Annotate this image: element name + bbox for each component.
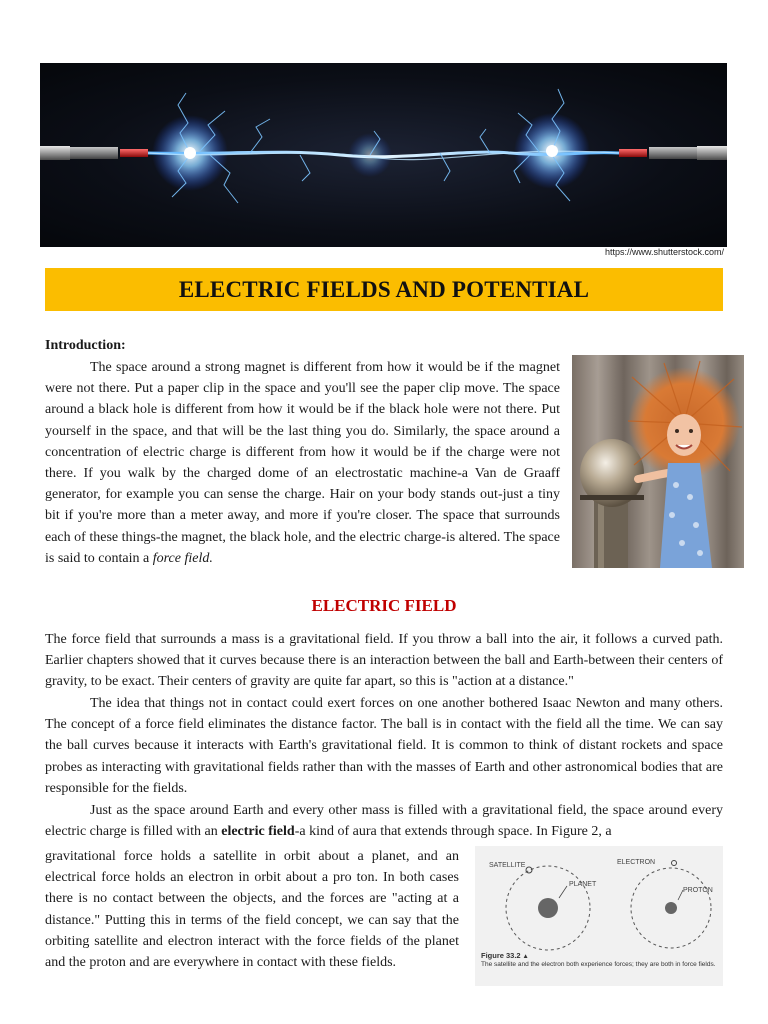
electric-field-paragraph-2: The idea that things not in contact could exert forces on one another bothered Isaac Newton and many others. The concept of a force field eliminates the distance factor. The ball is in contact with the field all the time. We can say the ball curves because it interacts with Earth's gravitational field. It is common to think of distant rockets and space probes as interacting with gravitational fields rather than with the masses of Earth and other astronomical bodies that are responsible for the fields. — [45, 696, 723, 796]
introduction-heading: Introduction: — [45, 338, 126, 353]
electric-arc-illustration — [40, 63, 727, 247]
electric-field-term: electric field — [221, 824, 295, 840]
electron-body — [672, 861, 677, 866]
introduction-text: The space around a strong magnet is different from how it would be if the magnet were not there. Put a paper clip in the space and you'll see the paper clip move. The space around a black hole is different from how it would be if the black hole were not there. Put yourself in the space, and that will be the last thing you do. Similarly, the space around a concentration of electric charge is different from how it would be if the charge were not there. If you walk by the charged dome of an electrostatic machine-a Van de Graaff generator, for example you can sense the charge. Hair on your body stands out-just a tiny bit if you're more than a meter away, and more if you're closer. The space that surrounds each of these things-the magnet, the black hole, and the electric charge-is altered. The space is said to contain a — [45, 360, 560, 566]
electric-field-paragraph-1: The force field that surrounds a mass is a gravitational field. If you throw a ball into the air, it follows a curved path. Earlier chapters showed that it curves because there is an interaction between the ball and Earth-between their centers of gravity, to be exact. Their centers of gravity are quite far apart, so this is "action at a distance." — [45, 632, 723, 690]
paragraph-3-text-start: Just as the space around Earth and every other mass is filled with a gravitational field, the space around every electric charge is filled with an — [45, 803, 723, 840]
figure-caption: Figure 33.2 ▲ The satellite and the electron both experience forces; they are both in force fields. — [481, 951, 716, 968]
proton-label: PROTON — [683, 887, 713, 894]
electric-field-heading: ELECTRIC FIELD — [311, 596, 457, 615]
paragraph-3-text-end: -a kind of aura that extends through space. In Figure 2, a — [294, 824, 612, 840]
orbit-diagram — [475, 846, 723, 952]
title-bar — [45, 268, 723, 311]
force-field-term: force field. — [152, 550, 213, 566]
figure-number: Figure 33.2 — [481, 951, 521, 960]
introduction-paragraph — [45, 357, 560, 569]
satellite-label: SATELLITE — [489, 862, 526, 869]
electric-field-paragraph-3 — [45, 800, 723, 842]
electric-arc-banner-image — [40, 63, 727, 247]
planet-label: PLANET — [569, 881, 597, 888]
figure-caption-text: The satellite and the electron both experience forces; they are both in force fields. — [481, 961, 716, 968]
van-de-graaff-girl-illustration — [572, 355, 744, 568]
image-credit: https://www.shutterstock.com/ — [604, 247, 724, 257]
electric-field-paragraph-4: gravitational force holds a satellite in orbit about a planet, and an electrical force holds an electron in orbit about a pro ton. In both cases there is no contact between the objects, and the forces are "acting at a distance." Putting this in terms of the field concept, we can say that the orbiting satellite and electron interact with the force fields of the planet and the proton and are everywhere in contact with these fields. — [45, 849, 459, 971]
van-de-graaff-photo — [572, 355, 744, 568]
proton-body — [665, 902, 677, 914]
page-title: ELECTRIC FIELDS AND POTENTIAL — [178, 276, 590, 302]
electron-label: ELECTRON — [617, 859, 656, 866]
orbit-figure — [475, 846, 723, 986]
planet-body — [538, 898, 558, 918]
